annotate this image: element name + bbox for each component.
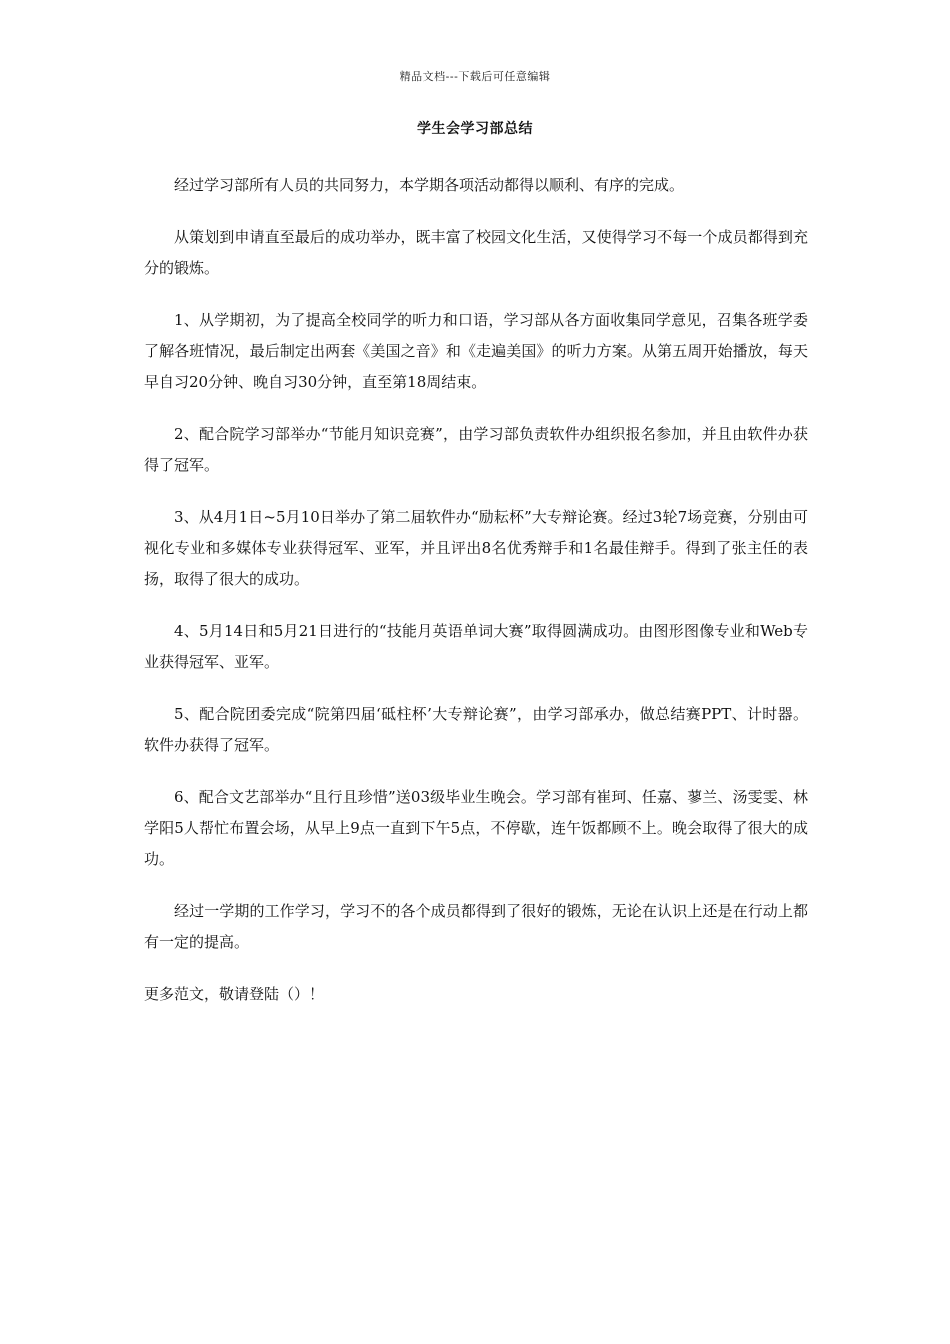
paragraph-item-1: 1、从学期初，为了提高全校同学的听力和口语，学习部从各方面收集同学意见，召集各班学委了解各班情况，最后制定出两套《美国之音》和《走遍美国》的听力方案。从第五周开始播放，每天早自习20分钟、晚自习30分钟，直至第18周结束。 [144, 311, 808, 391]
paragraph-item-3: 3、从4月1日~5月10日举办了第二届软件办“励耘杯”大专辩论赛。经过3轮7场竞赛，分别由可视化专业和多媒体专业获得冠军、亚军，并且评出8名优秀辩手和1名最佳辩手。得到了张主任的表扬，取得了很大的成功。 [144, 508, 808, 588]
document-body [144, 170, 808, 1010]
document-title: 学生会学习部总结 [417, 121, 533, 137]
paragraph-item-4: 4、5月14日和5月21日进行的“技能月英语单词大赛”取得圆满成功。由图形图像专业和Web专业获得冠军、亚军。 [144, 622, 808, 671]
paragraph-item-5: 5、配合院团委完成“院第四届‘砥柱杯’大专辩论赛”，由学习部承办，做总结赛PPT、计时器。软件办获得了冠军。 [144, 705, 808, 754]
paragraph-intro: 经过学习部所有人员的共同努力，本学期各项活动都得以顺利、有序的完成。 [174, 176, 685, 194]
paragraph-item-6: 6、配合文艺部举办“且行且珍惜”送03级毕业生晚会。学习部有崔珂、任嘉、蓼兰、汤雯雯、林学阳5人帮忙布置会场，从早上9点一直到下午5点，不停歇，连午饭都顾不上。晚会取得了很大的成功。 [144, 788, 808, 868]
paragraph-item-2: 2、配合院学习部举办“节能月知识竞赛”，由学习部负责软件办组织报名参加，并且由软件办获得了冠军。 [144, 425, 808, 474]
header-note: 精品文档---下载后可任意编辑 [399, 70, 551, 83]
closing-line: 更多范文，敬请登陆（）！ [144, 985, 325, 1003]
paragraph-overview: 从策划到申请直至最后的成功举办，既丰富了校园文化生活，又使得学习不每一个成员都得到充分的锻炼。 [144, 228, 808, 277]
paragraph-conclusion: 经过一学期的工作学习，学习不的各个成员都得到了很好的锻炼，无论在认识上还是在行动上都有一定的提高。 [144, 902, 808, 951]
